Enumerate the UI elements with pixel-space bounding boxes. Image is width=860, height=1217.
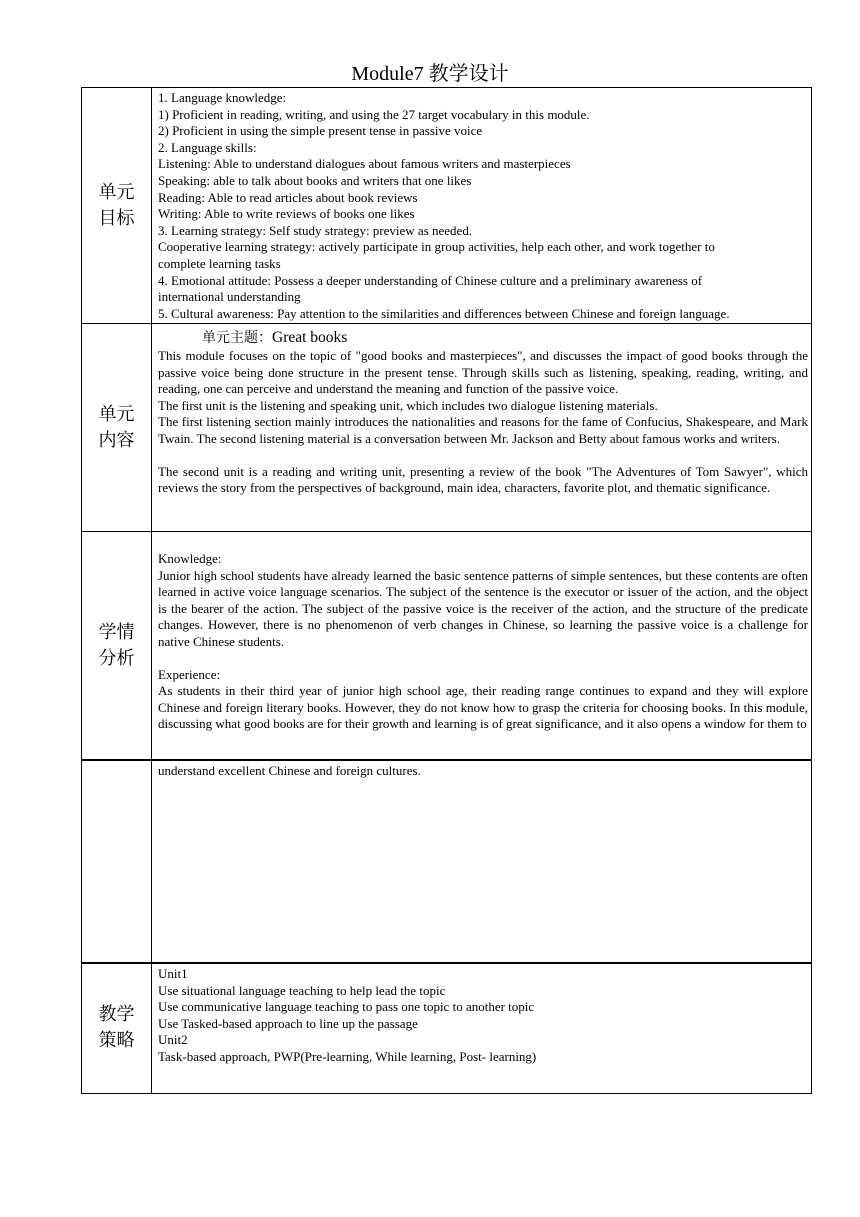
goals-line: Listening: Able to understand dialogues about famous writers and masterpieces (158, 156, 571, 172)
analysis-label-cell (82, 532, 152, 759)
analysis-continuation-section (81, 760, 812, 964)
strategy-line: Use communicative language teaching to pass one topic to another topic (158, 999, 535, 1015)
goals-line: 2) Proficient in using the simple present tense in passive voice (158, 123, 483, 139)
experience-heading: Experience: (158, 666, 221, 682)
goals-label: 单元目标 (98, 181, 135, 229)
unit-theme (158, 328, 808, 348)
strategy-label-cell (82, 963, 152, 1093)
goals-label-cell (82, 88, 152, 323)
goals-line: Cooperative learning strategy: actively participate in group activities, help each other, and work together to (158, 239, 715, 255)
goals-line: 5. Cultural awareness: Pay attention to the similarities and differences between Chinese and foreign language. (158, 305, 730, 321)
goals-text (158, 90, 808, 322)
goals-line: Speaking: able to talk about books and writers that one likes (158, 172, 472, 188)
continuation-label-cell (82, 761, 152, 963)
goals-line: 1. Language knowledge: (158, 90, 287, 105)
analysis-text (158, 551, 808, 733)
goals-line: complete learning tasks (158, 255, 281, 271)
content-label-cell (82, 324, 152, 531)
goals-line: 2. Language skills: (158, 139, 257, 155)
strategy-line: Unit1 (158, 966, 188, 981)
unit-theme-prefix: 单元主题： (202, 330, 272, 346)
goals-section (81, 87, 812, 324)
continuation-line: understand excellent Chinese and foreign cultures. (158, 763, 421, 778)
knowledge-heading: Knowledge: (158, 551, 222, 566)
content-label: 单元内容 (98, 403, 135, 451)
content-paragraph: The first listening section mainly introduces the nationalities and reasons for the fame of Confucius, Shakespeare, and Mark Twain. The second listening material is a conversation between Mr. Jackson and Betty about famous works and writers. (158, 414, 808, 446)
content-paragraph: The first unit is the listening and speaking unit, which includes two dialogue listening materials. (158, 397, 658, 413)
goals-line: Writing: Able to write reviews of books one likes (158, 206, 415, 222)
strategy-line: Use Tasked-based approach to line up the passage (158, 1015, 418, 1031)
goals-line: 1) Proficient in reading, writing, and using the 27 target vocabulary in this module. (158, 106, 590, 122)
analysis-section (81, 531, 812, 760)
experience-paragraph: As students in their third year of junior high school age, their reading range continues to expand and they will explore Chinese and foreign literary books. However, they do not know how to grasp the criteria for choosing books. In this module, discussing what good books are for their growth and learning is of great significance, and it also opens a window for them to (158, 683, 808, 732)
content-section (81, 323, 812, 532)
strategy-text (158, 966, 808, 1066)
goals-line: international understanding (158, 289, 301, 305)
strategy-label: 教学策略 (98, 1004, 135, 1051)
content-paragraph: The second unit is a reading and writing unit, presenting a review of the book "The Adventures of Tom Sawyer", which reviews the story from the perspectives of background, main idea, characters, favorite plot, and thematic significance. (158, 463, 808, 496)
analysis-label: 学情分析 (98, 621, 135, 669)
page-title: Module7 教学设计 (351, 63, 509, 85)
continuation-text (158, 763, 808, 780)
strategy-line: Unit2 (158, 1032, 188, 1048)
strategy-section (81, 962, 812, 1094)
goals-line: Reading: Able to read articles about book reviews (158, 189, 418, 205)
content-text (158, 328, 808, 497)
unit-theme-name: Great books (272, 329, 348, 346)
knowledge-paragraph: Junior high school students have already learned the basic sentence patterns of simple sentences, but these contents are often learned in active voice language scenarios. The subject of the sentence is the executor or issuer of the action, and the object is the bearer of the action. The subject of the passive voice is the receiver of the action, and the structure of the predicate changes. However, there is no phenomenon of verb changes in Chinese, so learning the passive voice is a challenge for native Chinese students. (158, 567, 808, 649)
goals-line: 3. Learning strategy: Self study strategy: preview as needed. (158, 222, 473, 238)
strategy-line: Use situational language teaching to help lead the topic (158, 982, 446, 998)
content-paragraph: This module focuses on the topic of "good books and masterpieces", and discusses the impact of good books through the passive voice being done structure in the present tense. Through skills such as listening, speaking, reading, writing, and reading, one can perceive and understand the meaning and function of the passive voice. (158, 348, 808, 397)
strategy-line: Task-based approach, PWP(Pre-learning, While learning, Post- learning) (158, 1048, 537, 1064)
goals-line: 4. Emotional attitude: Possess a deeper understanding of Chinese culture and a preliminary awareness of (158, 272, 703, 288)
